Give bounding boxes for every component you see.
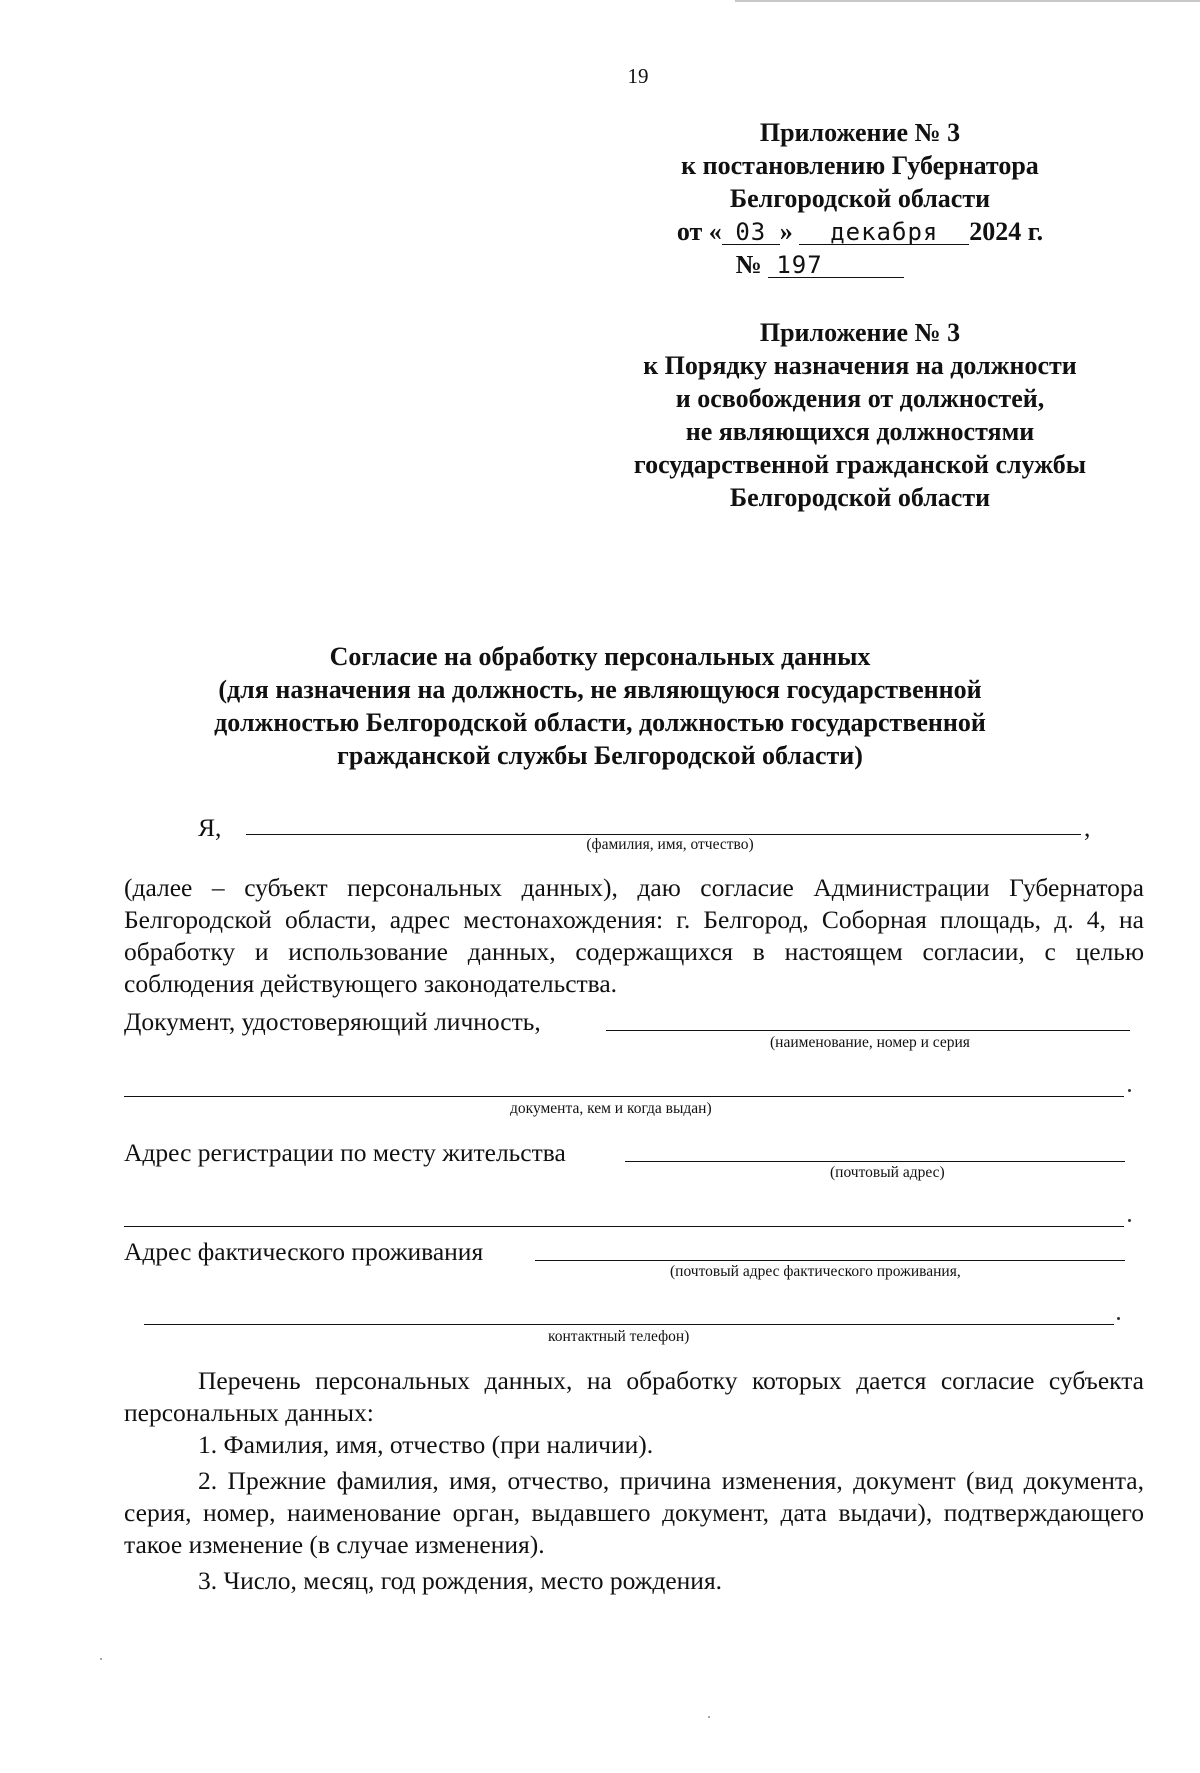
document-title [150, 640, 1050, 772]
fact-addr-field-line[interactable] [535, 1260, 1125, 1261]
id-doc-caption1: (наименование, номер и серия [770, 1034, 970, 1051]
fact-addr-caption1: (почтовый адрес фактического проживания, [670, 1263, 961, 1280]
header2-line5: государственной гражданской службы [633, 450, 1087, 479]
scan-top-edge [735, 0, 1200, 2]
fact-addr-label: Адрес фактического проживания [124, 1237, 484, 1266]
id-doc-field-line2[interactable] [124, 1096, 1124, 1097]
title-line2: (для назначения на должность, не являющуюся государственной [218, 675, 982, 704]
title-line4: гражданской службы Белгородской области) [337, 741, 863, 770]
appendix-header-procedure [600, 316, 1120, 514]
period-mark [1128, 1219, 1131, 1222]
reg-addr-field-line[interactable] [625, 1161, 1125, 1162]
header2-line6: Белгородской области [729, 483, 991, 512]
list-item: 3. Число, месяц, год рождения, место рождения. [198, 1566, 723, 1595]
header1-line1: Приложение № 3 [759, 118, 961, 147]
id-doc-label: Документ, удостоверяющий личность, [124, 1007, 541, 1036]
fact-addr-caption2: контактный телефон) [548, 1328, 690, 1345]
period-mark [1117, 1317, 1120, 1320]
list-item: 2. Прежние фамилия, имя, отчество, причина изменения, документ (вид документа, серия, номер, наименование орган, выдавшего документ, дата выдачи), подтверждающего такое изменение (в случае изменения). [124, 1466, 1144, 1559]
reg-addr-field-line2[interactable] [124, 1226, 1124, 1227]
header1-line2: к постановлению Губернатора [681, 151, 1039, 180]
id-doc-caption2: документа, кем и когда выдан) [510, 1100, 712, 1117]
fio-field-line[interactable] [246, 834, 1081, 835]
fact-addr-field-line2[interactable] [144, 1324, 1114, 1325]
scan-speck [708, 1716, 710, 1718]
header1-date-line [640, 215, 1080, 248]
date-month: декабря [799, 220, 969, 245]
period-mark [1128, 1089, 1131, 1092]
fio-caption: (фамилия, имя, отчество) [586, 836, 754, 853]
header1-number-line [640, 248, 1080, 281]
appendix-header-decree [640, 116, 1080, 281]
date-year: 2024 г. [969, 217, 1044, 246]
reg-addr-caption: (почтовый адрес) [830, 1164, 945, 1181]
page-number: 19 [627, 64, 649, 88]
decree-number: 197 [768, 253, 904, 278]
title-line1: Согласие на обработку персональных данных [329, 642, 871, 671]
header2-line2: к Порядку назначения на должности [643, 351, 1077, 380]
number-prefix: № [735, 250, 762, 279]
id-doc-field-line[interactable] [606, 1030, 1130, 1031]
date-prefix: от « [676, 217, 722, 246]
scan-speck [100, 1658, 102, 1660]
title-line3: должностью Белгородской области, должностью государственной [214, 708, 986, 737]
ya-comma: , [1084, 813, 1091, 842]
header2-line4: не являющихся должностями [685, 417, 1035, 446]
ya-label: Я, [198, 813, 222, 842]
consent-paragraph: (далее – субъект персональных данных), даю согласие Администрации Губернатора Белгородской области, адрес местонахождения: г. Белгород, Соборная площадь, д. 4, на обработку и использование данных, содержащихся в настоящем согласии, с целью соблюдения действующего законодательства. [124, 873, 1144, 998]
reg-addr-label: Адрес регистрации по месту жительства [124, 1138, 566, 1167]
date-mid: » [779, 217, 793, 246]
header2-line3: и освобождения от должностей, [675, 384, 1045, 413]
list-item: 1. Фамилия, имя, отчество (при наличии). [198, 1430, 654, 1459]
date-day: 03 [722, 220, 780, 245]
list-intro: Перечень персональных данных, на обработку которых дается согласие субъекта персональных данных: [124, 1366, 1144, 1427]
header2-line1: Приложение № 3 [759, 318, 961, 347]
header1-line3: Белгородской области [729, 184, 991, 213]
